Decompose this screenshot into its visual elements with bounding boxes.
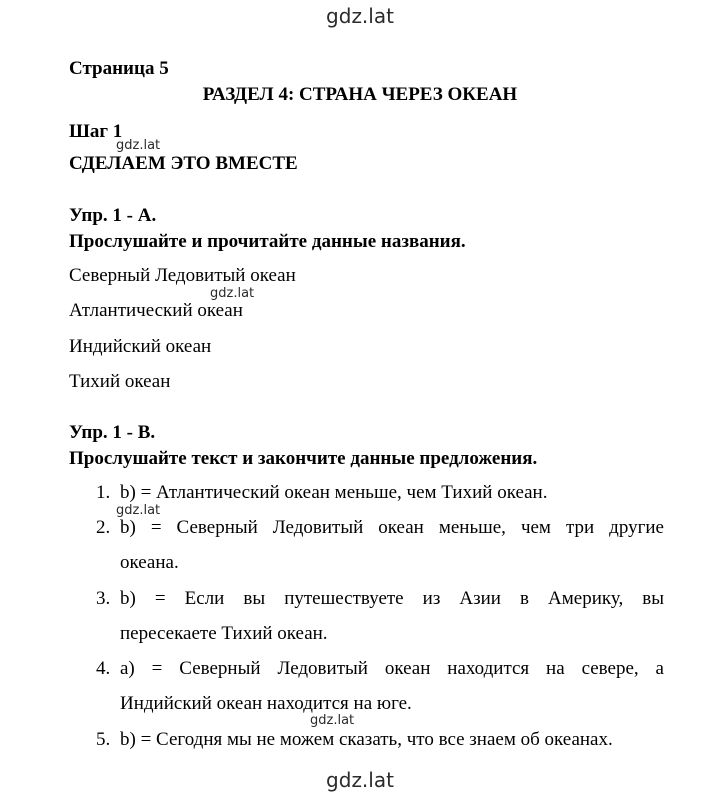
ocean-name: Тихий океан xyxy=(69,371,171,392)
step-label: Шаг 1 xyxy=(69,121,123,142)
answer-number: 2. xyxy=(96,517,111,538)
answer-text: а) = Северный Ледовитый океан находится на севере, а xyxy=(120,658,664,679)
ocean-name: Северный Ледовитый океан xyxy=(69,265,296,286)
answer-text: b) = Северный Ледовитый океан меньше, чем три другие xyxy=(120,517,664,538)
exercise-a-label: Упр. 1 - А. xyxy=(69,205,157,226)
answer-number: 1. xyxy=(96,482,111,503)
section-title: РАЗДЕЛ 4: СТРАНА ЧЕРЕЗ ОКЕАН xyxy=(202,84,518,105)
ocean-name: Атлантический океан xyxy=(69,300,243,321)
answer-text: b) = Атлантический океан меньше, чем Тихий океан. xyxy=(120,482,548,503)
watermark-small: gdz.lat xyxy=(116,503,161,518)
step-subtitle: СДЕЛАЕМ ЭТО ВМЕСТЕ xyxy=(69,153,298,174)
answer-text: b) = Сегодня мы не можем сказать, что все знаем об океанах. xyxy=(120,729,613,750)
answer-text-continued: пересекаете Тихий океан. xyxy=(120,623,328,644)
page-label: Страница 5 xyxy=(69,58,169,79)
exercise-b-label: Упр. 1 - В. xyxy=(69,422,156,443)
watermark-small: gdz.lat xyxy=(116,138,161,153)
ocean-name: Индийский океан xyxy=(69,336,212,357)
answer-text-continued: океана. xyxy=(120,552,179,573)
exercise-b-instruction: Прослушайте текст и закончите данные предложения. xyxy=(69,448,538,469)
answer-number: 5. xyxy=(96,729,111,750)
exercise-a-instruction: Прослушайте и прочитайте данные названия. xyxy=(69,231,466,252)
answer-number: 4. xyxy=(96,658,111,679)
answer-text: b) = Если вы путешествуете из Азии в Америку, вы xyxy=(120,588,664,609)
watermark-small: gdz.lat xyxy=(310,713,355,728)
watermark-top: gdz.lat xyxy=(326,4,394,28)
watermark-small: gdz.lat xyxy=(210,286,255,301)
watermark-bottom: gdz.lat xyxy=(326,768,394,792)
answer-number: 3. xyxy=(96,588,111,609)
answer-text-continued: Индийский океан находится на юге. xyxy=(120,693,412,714)
